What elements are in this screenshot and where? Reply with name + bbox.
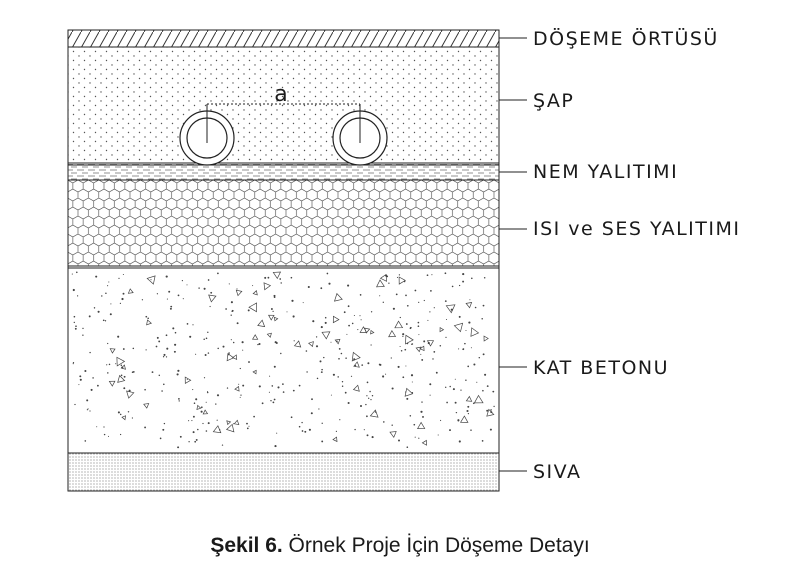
siva-layer <box>68 453 499 491</box>
isi-ses-yalitimi-layer <box>68 180 499 266</box>
label-isi-ses-yalitimi: ISI ve SES YALITIMI <box>533 218 741 240</box>
doseme-ortusu-layer <box>68 30 499 47</box>
leader-lines <box>499 38 527 471</box>
nem-yalitimi-layer <box>68 164 499 180</box>
figure-caption <box>0 534 800 558</box>
label-siva: SIVA <box>533 461 582 483</box>
label-sap: ŞAP <box>533 90 575 112</box>
dimension-label: a <box>274 82 288 107</box>
caption-prefix: Şekil 6. <box>210 534 283 557</box>
label-kat-betonu: KAT BETONU <box>533 357 670 379</box>
label-doseme-ortusu: DÖŞEME ÖRTÜSÜ <box>533 28 719 50</box>
caption-text: Örnek Proje İçin Döşeme Detayı <box>282 534 590 557</box>
label-nem-yalitimi: NEM YALITIMI <box>533 161 679 183</box>
kat-betonu-layer <box>68 267 499 453</box>
